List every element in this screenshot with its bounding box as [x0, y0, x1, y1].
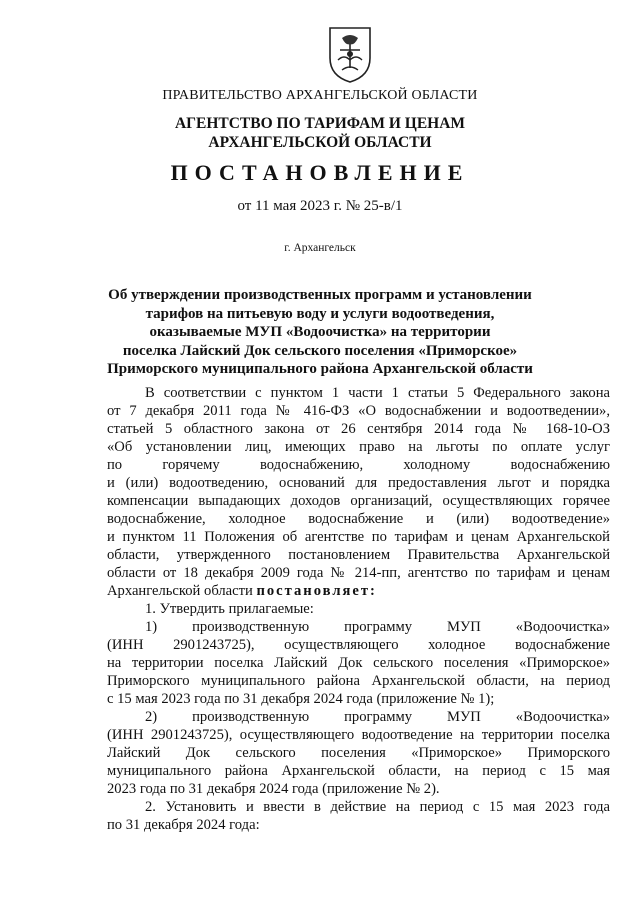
body-line: области от 18 декабря 2009 года № 214-пп, агентство по тарифам и ценам: [107, 565, 610, 581]
agency-name-line: АРХАНГЕЛЬСКОЙ ОБЛАСТИ: [208, 134, 432, 151]
body-line: по горячему водоснабжению, холодному водоснабжению: [107, 457, 610, 473]
date-and-number: от 11 мая 2023 г. № 25-в/1: [237, 198, 403, 214]
body-line: Приморского муниципального района Архангельской области, на период: [107, 673, 610, 689]
body-line: муниципального района Архангельской области, на период с 15 мая: [107, 763, 610, 779]
title-line: оказываемые МУП «Водоочистка» на территории: [149, 324, 491, 340]
body-line: Лайский Док сельского поселения «Приморское» Приморского: [107, 745, 610, 761]
body-line: водоснабжение, холодное водоснабжение и (или) водоотведение»: [107, 511, 610, 527]
body-line: на территории поселка Лайский Док сельского поселения «Приморское»: [107, 655, 610, 671]
body-line: [107, 582, 610, 600]
body-line: 1) производственную программу МУП «Водоочистка»: [145, 619, 610, 635]
body-line: статьей 5 областного закона от 26 сентября 2014 года № 168-10-ОЗ: [107, 421, 610, 437]
body-line: по 31 декабря 2024 года:: [107, 817, 260, 833]
city: г. Архангельск: [284, 242, 356, 254]
body-line: «Об установлении лиц, имеющих право на льготы по оплате услуг: [107, 439, 610, 455]
body-line: (ИНН 2901243725), осуществляющего водоотведение на территории поселка: [107, 727, 610, 743]
body-line: и (или) водоотведению, оснований для предоставления льгот и порядка: [107, 475, 610, 491]
body-line: В соответствии с пунктом 1 части 1 статьи 5 Федерального закона: [145, 385, 610, 401]
title-line: Об утверждении производственных программ и установлении: [108, 287, 532, 303]
title-line: Приморского муниципального района Архангельской области: [107, 361, 533, 377]
document-title: [0, 286, 640, 379]
agency-name-line: АГЕНТСТВО ПО ТАРИФАМ И ЦЕНАМ: [174, 115, 466, 132]
body-line: (ИНН 2901243725), осуществляющего холодное водоснабжение: [107, 637, 610, 653]
body-line: 2) производственную программу МУП «Водоочистка»: [145, 709, 610, 725]
document-type: ПОСТАНОВЛЕНИЕ: [170, 160, 470, 185]
body-line-text: Архангельской области: [107, 583, 253, 599]
decree-word: постановляет:: [256, 583, 377, 599]
coat-of-arms-icon: [324, 24, 376, 84]
agency-name: [0, 114, 640, 152]
title-line: поселка Лайский Док сельского поселения «Приморское»: [122, 342, 518, 359]
body-line: 2023 года по 31 декабря 2024 года (приложение № 2).: [107, 781, 440, 797]
body-line: компенсации выпадающих доходов организаций, осуществляющих горячее: [107, 493, 610, 509]
body-line: с 15 мая 2023 года по 31 декабря 2024 года (приложение № 1);: [107, 691, 495, 707]
government-name: ПРАВИТЕЛЬСТВО АРХАНГЕЛЬСКОЙ ОБЛАСТИ: [162, 88, 478, 103]
body-line: области, утвержденного постановлением Правительства Архангельской: [107, 547, 610, 563]
title-line: тарифов на питьевую воду и услуги водоотведения,: [145, 305, 495, 322]
body-line: 1. Утвердить прилагаемые:: [145, 601, 314, 617]
body-line: от 7 декабря 2011 года № 416-ФЗ «О водоснабжении и водоотведении»,: [107, 403, 610, 419]
body-line: и пунктом 11 Положения об агентстве по тарифам и ценам Архангельской: [107, 529, 610, 545]
body-line: 2. Установить и ввести в действие на период с 15 мая 2023 года: [145, 799, 610, 815]
